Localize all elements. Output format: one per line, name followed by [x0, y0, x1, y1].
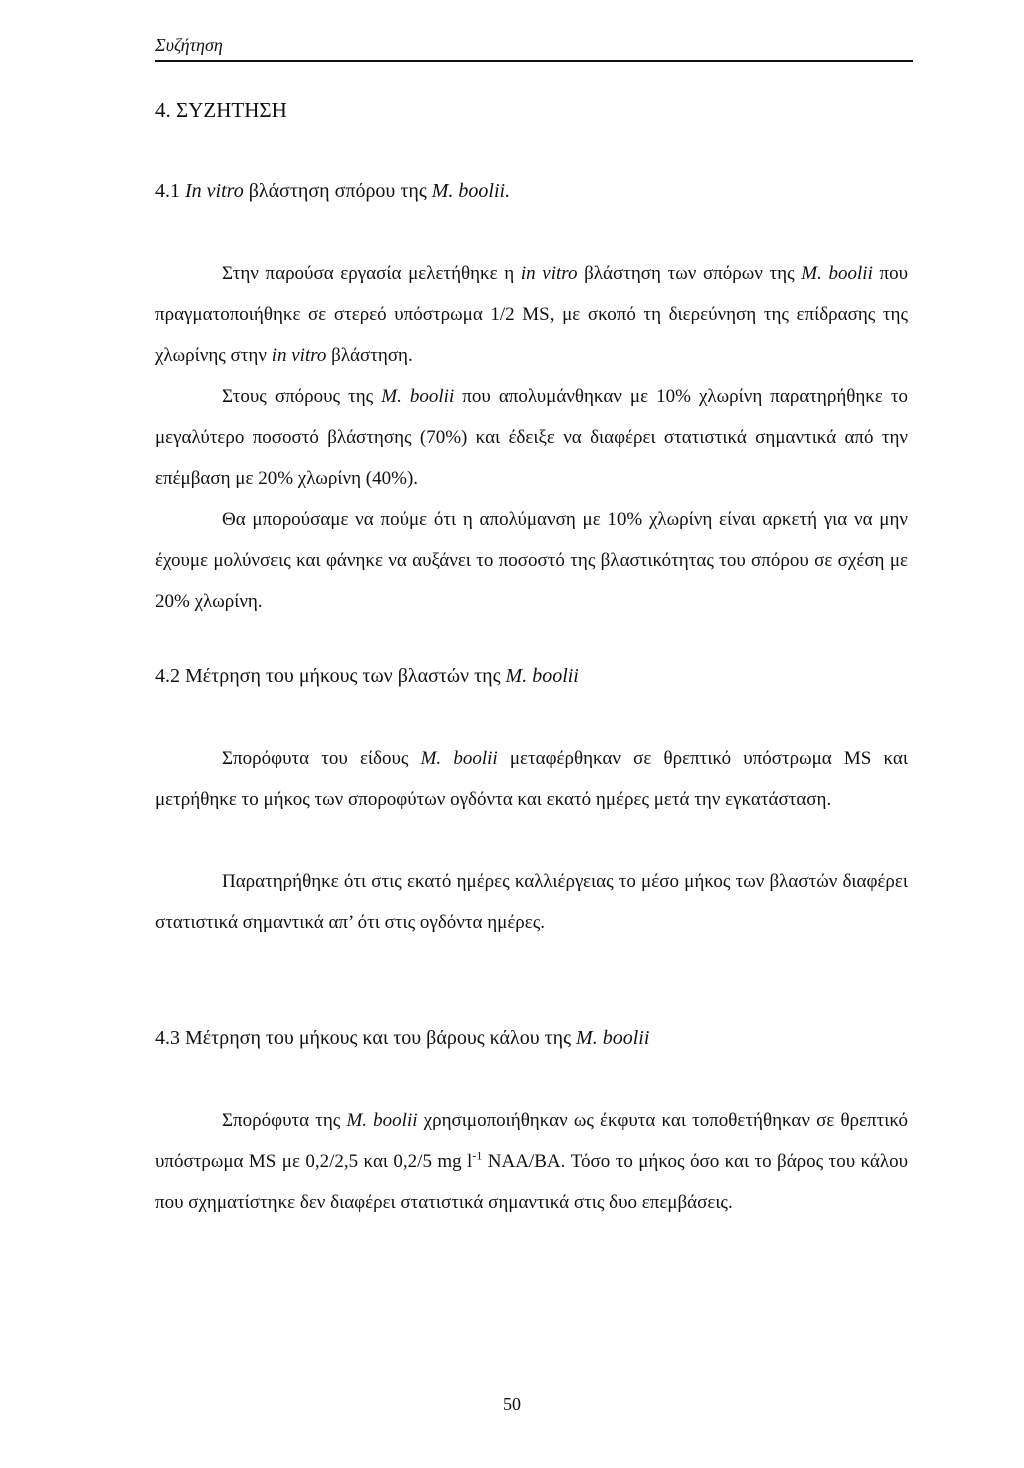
paragraph-text: Στους σπόρους της	[222, 386, 374, 407]
section-4-3-heading	[155, 1026, 649, 1050]
paragraph-text: NAA/BA. Τόσο το μήκος όσο και το βάρος του κάλου που σχηματίστηκε δεν διαφέρει στατιστικά σημαντικά στις δυο επεμβάσεις.	[155, 1151, 908, 1213]
paragraph-4-2-2	[155, 861, 908, 943]
paragraph-text: βλάστηση.	[331, 345, 413, 366]
species-name: M. boolii	[381, 386, 455, 407]
paragraph-text: που πραγματοποιήθηκε σε στερεό υπόστρωμα 1/2 MS, με σκοπό τη διερεύνηση της επίδρασης της χλωρίνης στην	[155, 263, 909, 366]
running-header: Συζήτηση	[155, 35, 223, 55]
paragraph-text: Στην παρούσα εργασία μελετήθηκε η	[222, 263, 515, 284]
paragraph-text: που απολυμάνθηκαν με 10% χλωρίνη παρατηρήθηκε το μεγαλύτερο ποσοστό βλάστησης (70%) και έδειξε να διαφέρει στατιστικά σημαντικά από την επέμβαση με 20% χλωρίνη (40%).	[155, 386, 909, 489]
heading-text: Μέτρηση του μήκους των βλαστών της	[185, 665, 501, 687]
paragraph-text: Θα μπορούσαμε να πούμε ότι η απολύμανση με 10% χλωρίνη είναι αρκετή για να μην έχουμε μολύνσεις και φάνηκε να αυξάνει το ποσοστό της βλαστικότητας του σπόρου σε σχέση με 20% χλωρίνη.	[155, 509, 908, 612]
page-number: 50	[503, 1394, 521, 1414]
heading-text: Μέτρηση του μήκους και του βάρους κάλου της	[185, 1027, 572, 1049]
section-4-2-heading	[155, 664, 579, 688]
species-name: M. boolii	[576, 1027, 650, 1049]
section-number: 4.1	[155, 180, 180, 202]
paragraph-text: μεταφέρθηκαν σε θρεπτικό υπόστρωμα MS και μετρήθηκε το μήκος των σποροφύτων ογδόντα και εκατό ημέρες μετά την εγκατάσταση.	[155, 748, 908, 810]
paragraph-4-1-3	[155, 499, 908, 622]
heading-text: βλάστηση σπόρου της	[248, 180, 427, 202]
species-name: M. boolii	[420, 748, 498, 769]
chapter-title: 4. ΣΥΖΗΤΗΣΗ	[155, 98, 287, 122]
species-name: M. boolii	[801, 263, 873, 284]
paragraph-text: Σπορόφυτα του είδους	[222, 748, 409, 769]
section-number: 4.2	[155, 665, 180, 687]
paragraph-4-3-1	[155, 1100, 908, 1223]
paragraph-4-2-1	[155, 738, 908, 820]
paragraph-text: Σπορόφυτα της	[222, 1110, 341, 1131]
italic-term: In vitro	[185, 180, 244, 202]
section-4-1-heading	[155, 179, 510, 203]
paragraph-text: βλάστηση των σπόρων της	[584, 263, 795, 284]
italic-term: in vitro	[520, 263, 578, 284]
species-name: M. boolii	[505, 665, 579, 687]
paragraph-4-1-2	[155, 376, 908, 499]
header-rule	[155, 60, 913, 62]
section-number: 4.3	[155, 1027, 180, 1049]
italic-term: in vitro	[271, 345, 327, 366]
species-name: M. boolii	[346, 1110, 418, 1131]
superscript: -1	[472, 1148, 483, 1163]
paragraph-4-1-1	[155, 253, 908, 376]
species-name: M. boolii.	[431, 180, 511, 202]
paragraph-text: χρησιμοποιήθηκαν ως έκφυτα και τοποθετήθηκαν σε θρεπτικό υπόστρωμα MS με 0,2/2,5 και 0,2/5 mg l	[155, 1110, 908, 1172]
paragraph-text: Παρατηρήθηκε ότι στις εκατό ημέρες καλλιέργειας το μέσο μήκος των βλαστών διαφέρει στατιστικά σημαντικά απ’ ότι στις ογδόντα ημέρες.	[155, 871, 908, 933]
